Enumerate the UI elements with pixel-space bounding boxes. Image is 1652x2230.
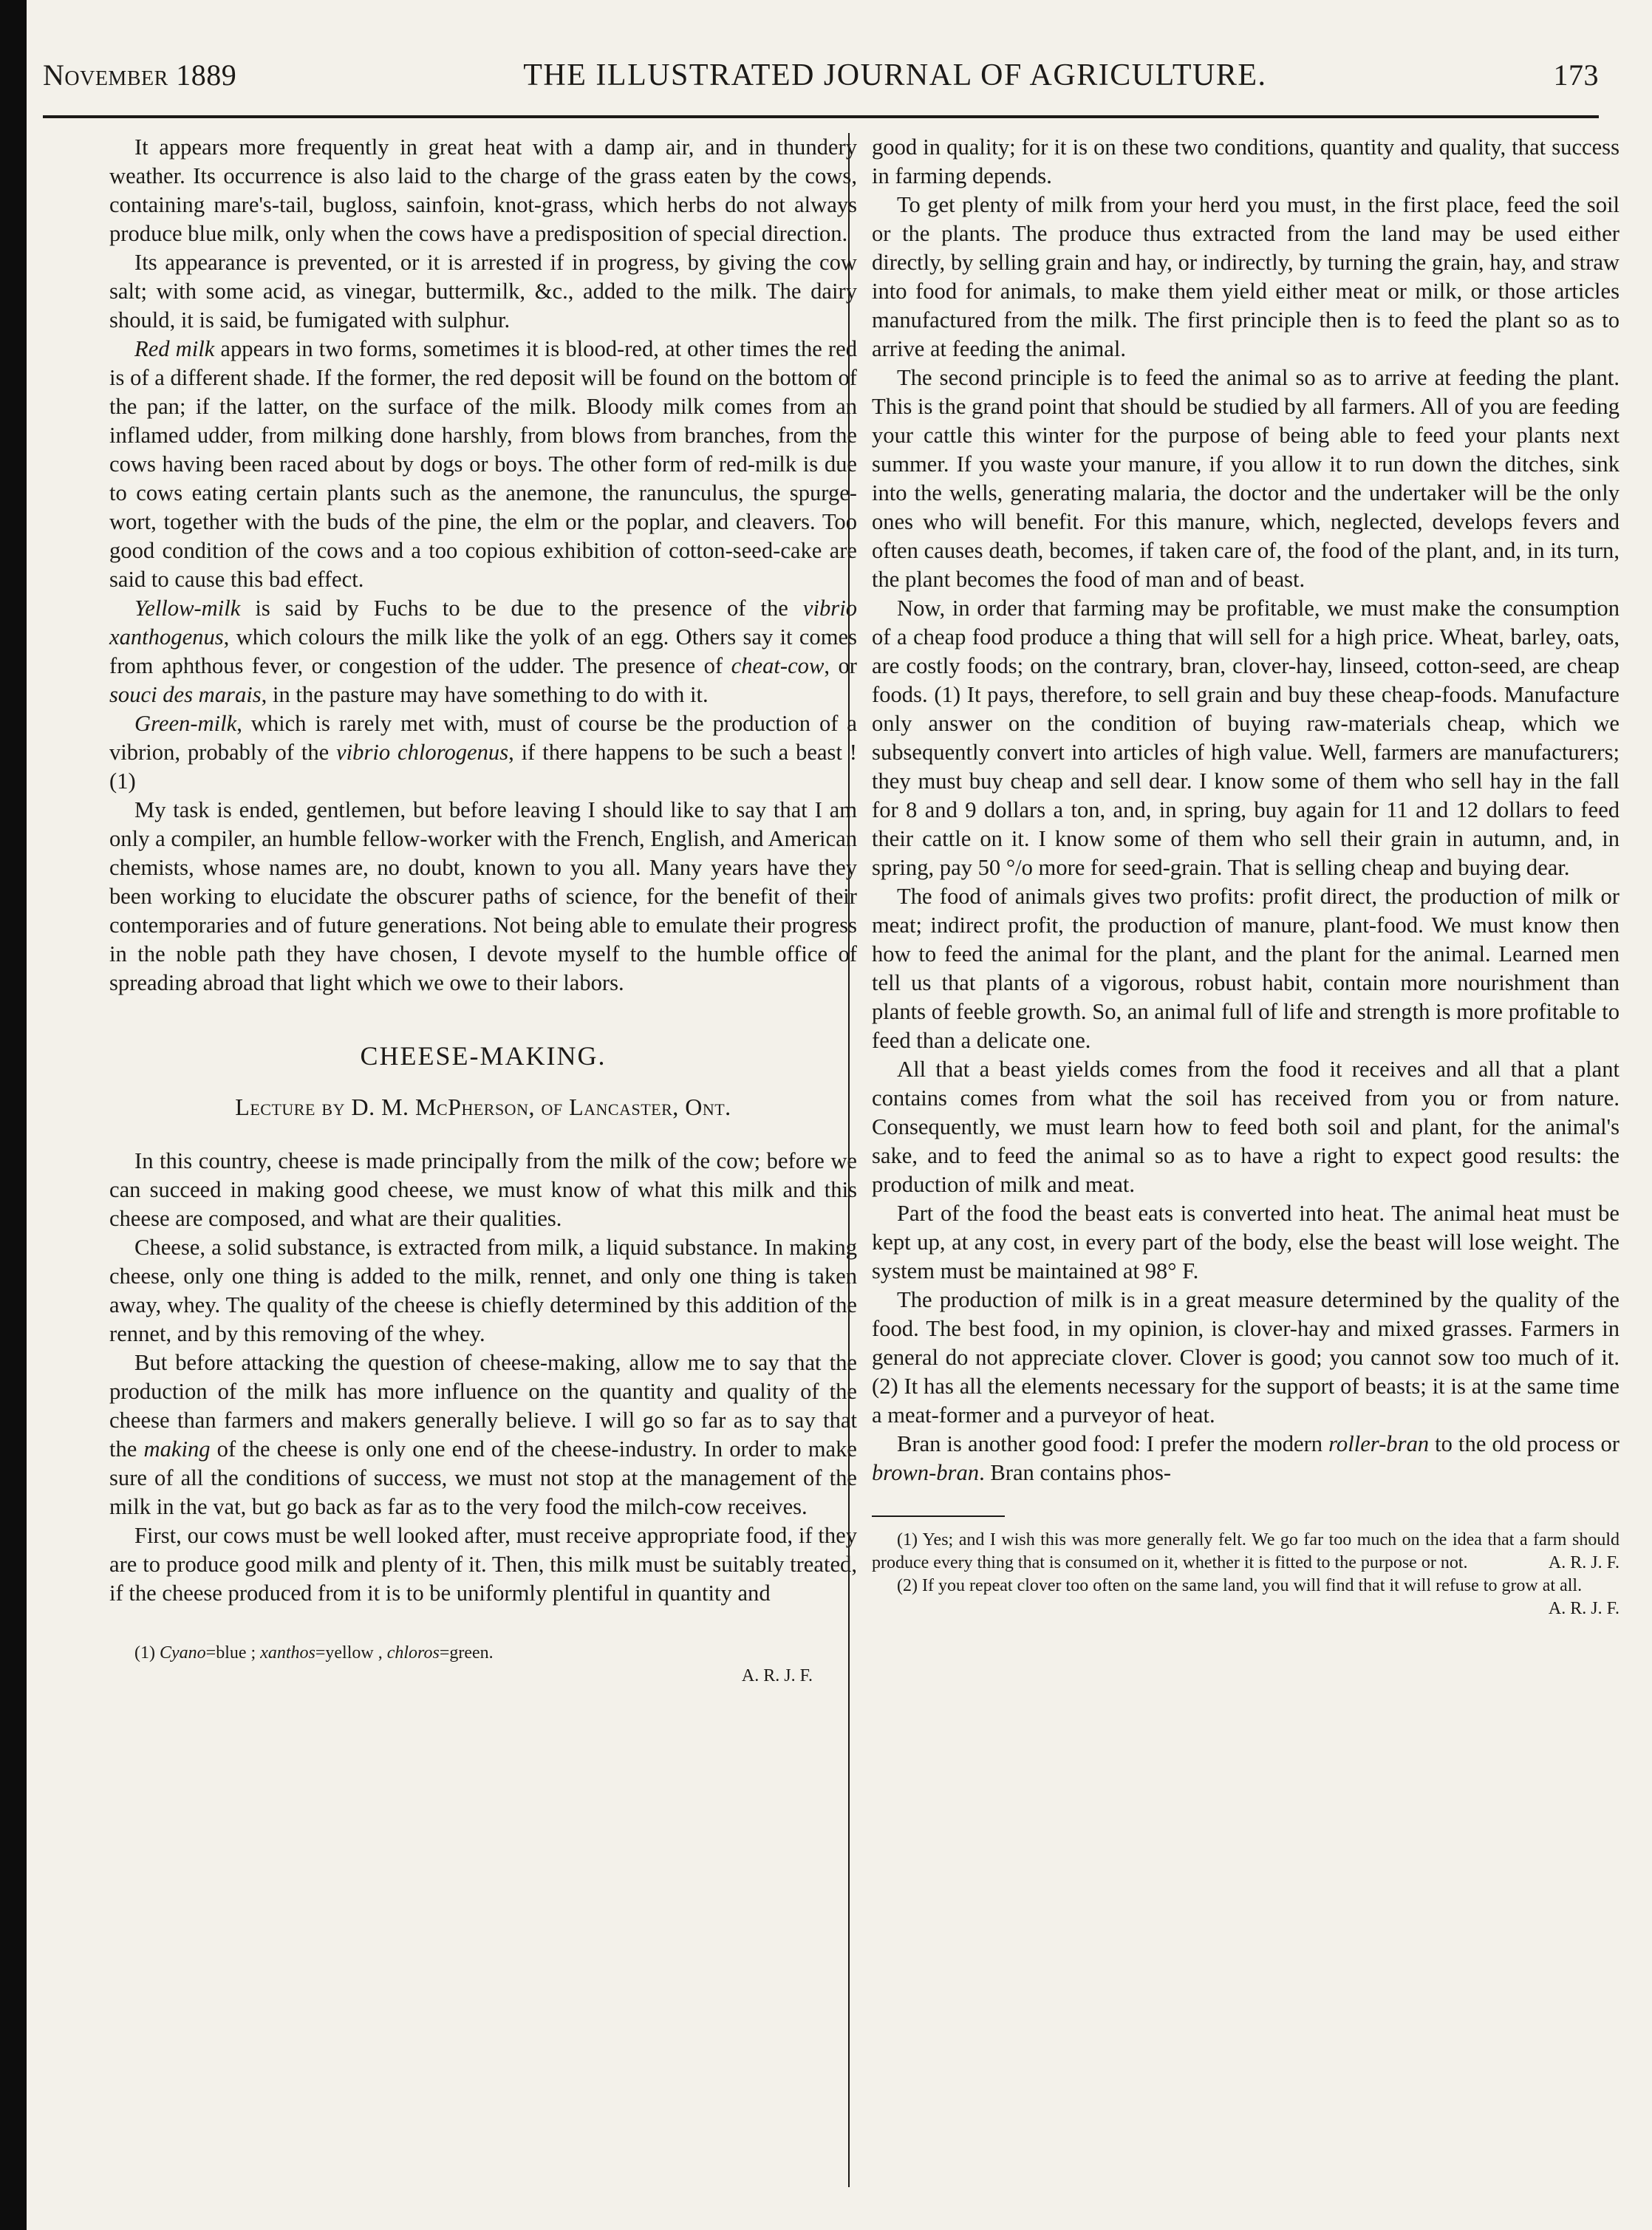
paragraph: Bran is another good food: I prefer the modern roller-bran to the old process or brown-bran. Bran contains phos- — [872, 1431, 1619, 1485]
paragraph: good in quality; for it is on these two conditions, quantity and quality, that success in farming depends. — [872, 134, 1619, 188]
paragraph-green-milk: Green-milk, which is rarely met with, must of course be the production of a vibrion, probably of the vibrio chlorogenus, if there happens to be such a beast ! (1) — [109, 711, 857, 794]
page-edge-shadow — [0, 0, 27, 2230]
paragraph: The second principle is to feed the animal so as to arrive at feeding the plant. This is the grand point that should be studied by all farmers. All of you are feeding your cattle this winter for the purpose of being able to feed your plants next summer. If you waste your manure, if you allow it to run down the ditches, sink into the wells, generating malaria, the doctor and the undertaker will be the only ones who will benefit. For this manure, which, neglected, develops fevers and often causes death, becomes, if taken care of, the food of the plant, and, in its turn, the plant becomes the food of man and of beast. — [872, 365, 1619, 592]
paragraph: Its appearance is prevented, or it is arrested if in progress, by giving the cow salt; with some acid, as vinegar, buttermilk, &c., added to the milk. The dairy should, it is said, be fumigated with sulphur. — [109, 250, 857, 333]
paragraph: My task is ended, gentlemen, but before leaving I should like to say that I am only a compiler, an humble fellow-worker with the French, English, and American chemists, whose names are, no doubt, known to you all. Many years have they been working to elucidate the obscurer paths of science, for the benefit of their contemporaries and of future generations. Not being able to emulate their progress in the noble path they have chosen, I devote myself to the humble office of spreading abroad that light which we owe to their labors. — [109, 797, 857, 995]
paragraph: All that a beast yields comes from the food it receives and all that a plant contains comes from what the soil has received from you or from nature. Consequently, we must learn how to feed both soil and plant, for the animal's sake, and to feed the animal so as to have a right to expect good results: the production of milk and meat. — [872, 1057, 1619, 1197]
lecture-byline: Lecture by D. M. McPherson, of Lancaster, Ont. — [235, 1094, 731, 1120]
term: Red milk — [134, 336, 215, 361]
footnote-signature: A. R. J. F. — [1548, 1599, 1619, 1618]
paragraph: But before attacking the question of cheese-making, allow me to say that the production of the milk has more influence on the quantity and quality of the cheese than farmers and makers generally believe. I will go so far as to say that the making of the cheese is only one end of the cheese-industry. In order to make sure of all the conditions of success, we must not stop at the management of the milk in the vat, but go back as far as to the very food the milch-cow receives. — [109, 1350, 857, 1519]
journal-title: THE ILLUSTRATED JOURNAL OF AGRICULTURE. — [523, 58, 1267, 92]
footnote-signature: A. R. J. F. — [1548, 1553, 1619, 1572]
running-header — [43, 58, 1599, 99]
paragraph: Part of the food the beast eats is converted into heat. The animal heat must be kept up, at any cost, in every part of the body, else the beast will lose weight. The system must be maintained at 98° F. — [872, 1201, 1619, 1283]
paragraph: Cheese, a solid substance, is extracted from milk, a liquid substance. In making cheese, only one thing is added to the milk, rennet, and only one thing is taken away, whey. The quality of the cheese is chiefly determined by this addition of the rennet, and by this removing of the whey. — [109, 1235, 857, 1346]
term: Green-milk — [134, 711, 237, 736]
right-column — [872, 133, 1619, 1620]
footnote-rule — [872, 1515, 1005, 1517]
journal-page — [43, 30, 1619, 2209]
term: Yellow-milk — [134, 596, 241, 621]
page-number: 173 — [1553, 58, 1599, 92]
footnote-2: (2) If you repeat clover too often on the same land, you will find that it will refuse to grow at all. A. R. J. F. — [872, 1575, 1619, 1598]
left-column — [109, 133, 857, 1688]
paragraph-red-milk: Red milk appears in two forms, sometimes it is blood-red, at other times the red is of a different shade. If the former, the red deposit will be found on the bottom of the pan; if the latter, on the surface of the milk. Bloody milk comes from an inflamed udder, from milking done harshly, from blows from branches, from the cows having been raced about by dogs or boys. The other form of red-milk is due to cows eating certain plants such as the anemone, the ranunculus, the spurge-wort, together with the buds of the pine, the elm or the poplar, and cleavers. Too good condition of the cows and a too copious exhibition of cotton-seed-cake are said to cause this bad effect. — [109, 336, 857, 592]
issue-date: November 1889 — [43, 58, 237, 92]
paragraph: Now, in order that farming may be profitable, we must make the consumption of a cheap food produce a thing that will sell for a high price. Wheat, barley, oats, are costly foods; on the contrary, bran, clover-hay, linseed, cotton-seed, are cheap foods. (1) It pays, therefore, to sell grain and buy these cheap-foods. Manufacture only answer on the condition of buying raw-materials cheap, which we subsequently convert into articles of high value. Well, farmers are manufacturers; they must buy cheap and sell dear. I know some of them who sell hay in the fall for 8 and 9 dollars a ton, and, in spring, buy again for 11 and 12 dollars to feed their cattle on it. I know some of them who sell their grain in autumn, and, in spring, pay 50 °/o more for seed-grain. That is selling cheap and buying dear. — [872, 596, 1619, 880]
footnote: (1) Cyano=blue ; xanthos=yellow , chloros=green. A. R. J. F. — [109, 1642, 857, 1688]
paragraph: To get plenty of milk from your herd you must, in the first place, feed the soil or the plants. The produce thus extracted from the land may be used either directly, by selling grain and hay, or indirectly, by turning the grain, hay, and straw into food for animals, to make them yield either meat or milk, or those articles manufactured from the milk. The first principle then is to feed the plant so as to arrive at feeding the animal. — [872, 192, 1619, 361]
section-title: CHEESE-MAKING. — [360, 1041, 607, 1071]
paragraph-yellow-milk: Yellow-milk is said by Fuchs to be due to the presence of the vibrio xanthogenus, which colours the milk like the yolk of an egg. Others say it comes from aphthous fever, or congestion of the udder. The presence of cheat-cow, or souci des marais, in the pasture may have something to do with it. — [109, 596, 857, 707]
header-rule — [43, 115, 1599, 118]
footnote-1: (1) Yes; and I wish this was more generally felt. We go far too much on the idea that a farm should produce every thing that is consumed on it, whether it is fitted to the purpose or not. A. R. J. F. — [872, 1529, 1619, 1575]
paragraph: First, our cows must be well looked after, must receive appropriate food, if they are to produce good milk and plenty of it. Then, this milk must be suitably treated, if the cheese produced from it is to be uniformly plentiful in quantity and — [109, 1523, 857, 1606]
paragraph: It appears more frequently in great heat with a damp air, and in thundery weather. Its occurrence is also laid to the charge of the grass eaten by the cows, containing mare's-tail, bugloss, sainfoin, knot-grass, which herbs do not always produce blue milk, only when the cows have a predisposition of special direction. — [109, 134, 857, 246]
paragraph: The production of milk is in a great measure determined by the quality of the food. The best food, in my opinion, is clover-hay and mixed grasses. Farmers in general do not appreciate clover. Clover is good; you cannot sow too much of it. (2) It has all the elements necessary for the support of beasts; it is at the same time a meat-former and a purveyor of heat. — [872, 1287, 1619, 1428]
footnotes — [872, 1515, 1619, 1618]
paragraph: In this country, cheese is made principally from the milk of the cow; before we can succeed in making good cheese, we must know of what this milk and this cheese are composed, and what are their qualities. — [109, 1148, 857, 1231]
paragraph: The food of animals gives two profits: profit direct, the production of milk or meat; indirect profit, the production of manure, plant-food. We must know then how to feed the animal for the plant, and the plant for the animal. Learned men tell us that plants of a vigorous, robust habit, contain more nourishment than plants of feeble growth. So, an animal full of life and strength is more profitable to feed than a delicate one. — [872, 884, 1619, 1053]
footnote-signature: A. R. J. F. — [741, 1666, 813, 1685]
